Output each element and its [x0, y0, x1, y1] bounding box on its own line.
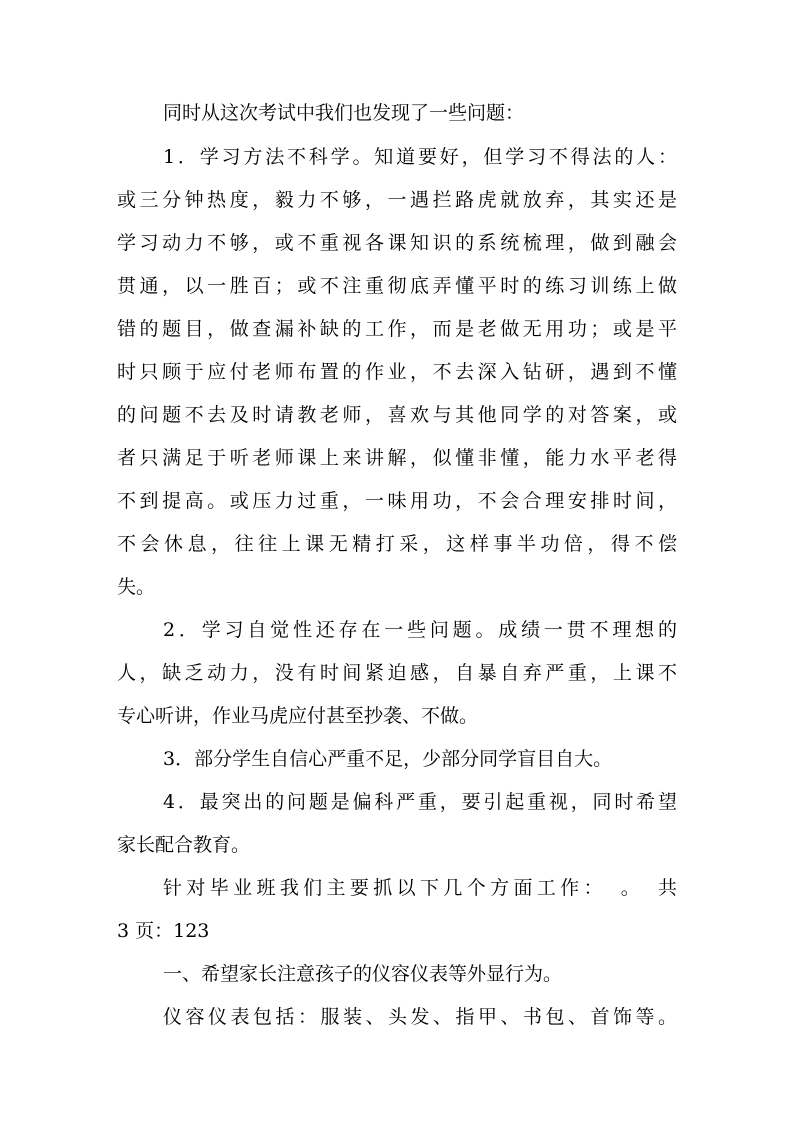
- paragraph-1-line-6: 时只顾于应付老师布置的作业，不去深入钻研，遇到不懂: [117, 361, 677, 383]
- section-heading-1: 一、希望家长注意孩子的仪容仪表等外显行为。: [163, 963, 563, 985]
- paragraph-4-line-1: 4．最突出的问题是偏科严重，要引起重视，同时希望: [163, 791, 677, 813]
- paragraph-5-line-1: 针对毕业班我们主要抓以下几个方面工作： 。 共: [163, 877, 677, 899]
- paragraph-3-line-1: 3．部分学生自信心严重不足，少部分同学盲目自大。: [163, 748, 613, 770]
- paragraph-1-line-8: 者只满足于听老师课上来讲解，似懂非懂，能力水平老得: [117, 447, 677, 469]
- paragraph-1-line-5: 错的题目，做查漏补缺的工作，而是老做无用功；或是平: [117, 318, 677, 340]
- paragraph-1-line-4: 贯通，以一胜百；或不注重彻底弄懂平时的练习训练上做: [117, 275, 677, 297]
- paragraph-1-line-1: 1．学习方法不科学。知道要好，但学习不得法的人：: [163, 146, 677, 168]
- paragraph-1-line-10: 不会休息，往往上课无精打采，这样事半功倍，得不偿: [117, 533, 677, 555]
- paragraph-2-line-1: 2．学习自觉性还存在一些问题。成绩一贯不理想的: [163, 619, 677, 641]
- page-footer-text: 3 页：123: [117, 920, 210, 942]
- paragraph-6-line-1: 仪容仪表包括：服装、头发、指甲、书包、首饰等。: [163, 1006, 677, 1028]
- paragraph-2-line-3: 专心听讲，作业马虎应付甚至抄袭、不做。: [117, 705, 479, 727]
- paragraph-1-line-9: 不到提高。或压力过重，一味用功，不会合理安排时间，: [117, 490, 677, 512]
- paragraph-1-line-3: 学习动力不够，或不重视各课知识的系统梳理，做到融会: [117, 232, 677, 254]
- paragraph-intro-line: 同时从这次考试中我们也发现了一些问题：: [163, 102, 525, 124]
- paragraph-4-line-2: 家长配合教育。: [117, 834, 251, 856]
- paragraph-1-line-7: 的问题不去及时请教老师，喜欢与其他同学的对答案，或: [117, 404, 677, 426]
- paragraph-1-line-2: 或三分钟热度，毅力不够，一遇拦路虎就放弃，其实还是: [117, 189, 677, 211]
- paragraph-1-line-11: 失。: [117, 576, 156, 598]
- paragraph-2-line-2: 人，缺乏动力，没有时间紧迫感，自暴自弃严重，上课不: [117, 662, 677, 684]
